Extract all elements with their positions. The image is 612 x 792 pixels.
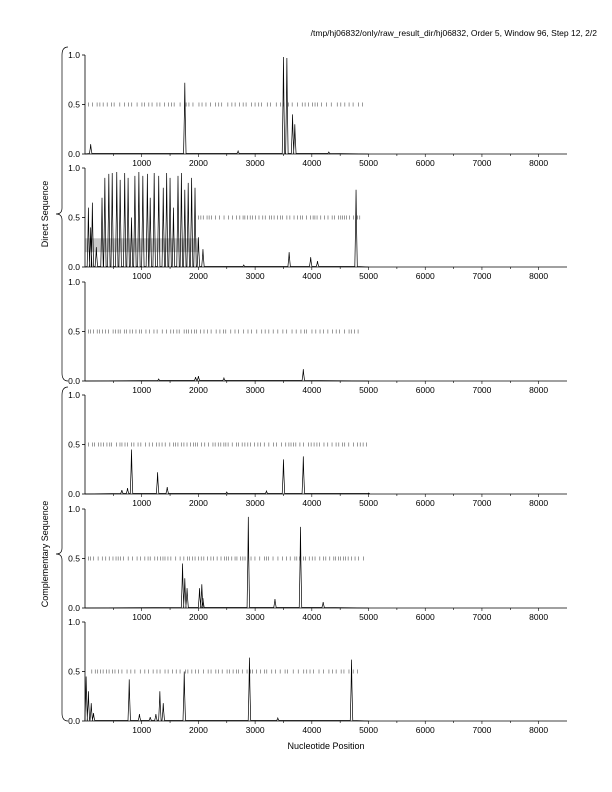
x-tick-label: 6000 <box>415 158 435 168</box>
x-axis-label: Nucleotide Position <box>287 741 365 751</box>
x-tick-label: 1000 <box>132 498 152 508</box>
y-tick-label: 0.0 <box>68 149 80 159</box>
y-tick-label: 1.0 <box>68 390 80 400</box>
y-tick-label: 0.0 <box>68 489 80 499</box>
x-tick-label: 6000 <box>415 385 435 395</box>
x-tick-label: 8000 <box>529 385 549 395</box>
x-tick-label: 4000 <box>302 158 322 168</box>
panel-complementary-frame-3 <box>68 617 567 735</box>
y-tick-label: 0.5 <box>68 99 80 110</box>
x-tick-label: 4000 <box>302 271 322 281</box>
x-tick-label: 5000 <box>359 385 378 395</box>
y-tick-label: 0.0 <box>68 716 80 726</box>
x-tick-label: 3000 <box>245 498 265 508</box>
y-tick-label: 1.0 <box>68 617 80 627</box>
x-tick-label: 3000 <box>245 725 265 735</box>
x-tick-label: 2000 <box>188 271 208 281</box>
series-line <box>85 449 370 494</box>
x-tick-label: 4000 <box>302 725 322 735</box>
panel-direct-frame-1 <box>68 50 567 168</box>
x-tick-label: 8000 <box>529 498 549 508</box>
group-brackets <box>40 47 68 721</box>
group-label: Direct Sequence <box>40 180 50 248</box>
marker-row <box>92 670 358 674</box>
series-line <box>85 57 369 154</box>
panel-direct-frame-3 <box>68 277 567 395</box>
x-tick-label: 1000 <box>132 271 152 281</box>
x-tick-label: 5000 <box>359 498 378 508</box>
y-tick-label: 0.0 <box>68 376 80 386</box>
x-tick-label: 3000 <box>245 612 265 622</box>
x-tick-label: 1000 <box>132 725 152 735</box>
series-line <box>85 369 369 381</box>
x-tick-label: 2000 <box>188 498 208 508</box>
x-tick-label: 5000 <box>359 725 378 735</box>
x-tick-label: 7000 <box>472 725 492 735</box>
series-line <box>85 172 369 267</box>
y-tick-label: 1.0 <box>68 163 80 173</box>
y-tick-label: 1.0 <box>68 277 80 287</box>
x-tick-label: 4000 <box>302 498 322 508</box>
x-tick-label: 4000 <box>302 612 322 622</box>
marker-row <box>88 557 363 561</box>
y-tick-label: 1.0 <box>68 50 80 60</box>
group-label: Complementary Sequence <box>40 500 50 608</box>
panel-complementary-frame-1 <box>68 390 567 508</box>
x-tick-label: 4000 <box>302 385 322 395</box>
x-tick-label: 8000 <box>529 271 549 281</box>
x-tick-label: 7000 <box>472 385 492 395</box>
y-tick-label: 1.0 <box>68 504 80 514</box>
x-tick-label: 8000 <box>529 725 549 735</box>
y-tick-label: 0.5 <box>68 553 80 564</box>
figure-title: /tmp/hj06832/only/raw_result_dir/hj06832, Order 5, Window 96, Step 12, 2/2 <box>310 28 597 38</box>
y-tick-label: 0.5 <box>68 439 80 450</box>
x-tick-label: 8000 <box>529 612 549 622</box>
y-tick-label: 0.5 <box>68 326 80 337</box>
x-tick-label: 6000 <box>415 498 435 508</box>
x-tick-label: 7000 <box>472 158 492 168</box>
x-tick-label: 1000 <box>132 158 152 168</box>
x-tick-label: 7000 <box>472 498 492 508</box>
panel-direct-frame-2 <box>68 163 567 281</box>
x-tick-label: 6000 <box>415 612 435 622</box>
panels <box>68 50 567 735</box>
x-tick-label: 7000 <box>472 612 492 622</box>
y-tick-label: 0.0 <box>68 603 80 613</box>
x-tick-label: 5000 <box>359 158 378 168</box>
marker-row <box>198 216 359 220</box>
panel-complementary-frame-2 <box>68 504 567 622</box>
marker-row <box>88 330 358 334</box>
series-line <box>85 517 369 608</box>
x-tick-label: 8000 <box>529 158 549 168</box>
x-tick-label: 1000 <box>132 612 152 622</box>
series-line <box>85 658 369 721</box>
y-tick-label: 0.5 <box>68 212 80 223</box>
x-tick-label: 3000 <box>245 158 265 168</box>
group-bracket <box>56 387 68 721</box>
x-tick-label: 5000 <box>359 612 378 622</box>
x-tick-label: 3000 <box>245 385 265 395</box>
group-bracket <box>56 47 68 381</box>
x-tick-label: 2000 <box>188 725 208 735</box>
x-tick-label: 2000 <box>188 612 208 622</box>
x-tick-label: 2000 <box>188 385 208 395</box>
x-tick-label: 7000 <box>472 271 492 281</box>
marker-row <box>88 103 362 107</box>
y-tick-label: 0.5 <box>68 666 80 677</box>
y-tick-label: 0.0 <box>68 262 80 272</box>
x-tick-label: 2000 <box>188 158 208 168</box>
marker-row <box>88 443 366 447</box>
x-tick-label: 6000 <box>415 725 435 735</box>
x-tick-label: 3000 <box>245 271 265 281</box>
x-tick-label: 5000 <box>359 271 378 281</box>
x-tick-label: 6000 <box>415 271 435 281</box>
x-tick-label: 1000 <box>132 385 152 395</box>
